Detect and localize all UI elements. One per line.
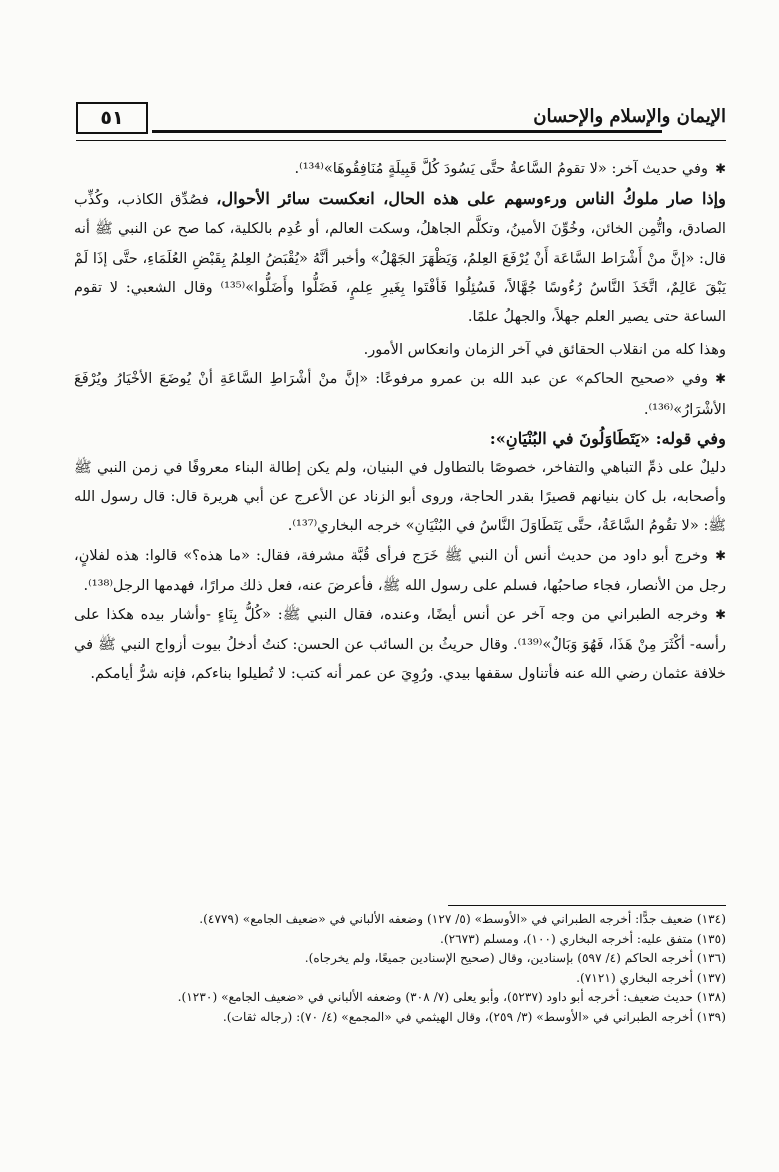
paragraph-1-text: وفي حديث آخر: «لا تقومُ السَّاعةُ حتَّى يَسُودَ كُلَّ قَبِيلَةٍ مُنَافِقُوهَا»⁽¹³⁴⁾. xyxy=(294,160,709,177)
footnote: (١٣٧) أخرجه البخاري (٧١٢١). xyxy=(576,970,726,985)
star-icon: ✱ xyxy=(715,548,726,564)
footnote-rule xyxy=(448,905,726,906)
paragraph-2-text: فصُدِّق الكاذب، وكُذِّب الصادق، واتُّمِن الخائن، وخُوِّنَ الأمينُ، وتكلَّم الجاهلُ، وسكت العالم، أو عُدِم بالكلية، كما صح عن النبي ﷺ أنه قال: «إنَّ منْ أَشْرَاط السَّاعَة أَنْ يُرْفَعَ العِلمُ، وَيَظْهَرَ الجَهْلُ» وأخبر أنَّهُ «يُقْبَضُ العِلمُ بِقَبْضِ العُلَمَاءِ، حتَّى إذَا لَمْ يَبْقَ عَالِمٌ، اتَّخَذَ النَّاسُ رُءُوسًا جُهَّالاً، فَسُئِلُوا فَأفْتَوا بِغَيرِ عِلمٍ، فَضَلُّوا وأَضَلُّوا»⁽¹³⁵⁾ وقال الشعبي: لا تقوم الساعة حتى يصير العلم جهلاً، والجهلُ علمًا. xyxy=(74,191,727,326)
paragraph-8-text: وخرجه الطبراني من وجه آخر عن أنس أيضًا، وعنده، فقال النبي ﷺ: «كُلُّ بِنَاءٍ -وأشار بيده هكذا على رأسه- أكْثَرَ مِنْ هَذَا، فَهُوَ وَبَالٌ»⁽¹³⁹⁾. وقال حريثُ بن السائب عن الحسن: كنتُ أدخلُ بيوت أزواج النبي ﷺ في خلافة عثمان رضي الله عنه فأتناول سقفها بيدي. ورُوِيَ عن عمر أنه كتب: لا تُطيلوا بناءكم، فإنه شرُّ أيامكم. xyxy=(74,606,726,683)
paragraph-7-text: وخرج أبو داود من حديث أنس أن النبي ﷺ خَرَج فرأى قُبَّة مشرفة، فقال: «ما هذه؟» قالوا: هذه لفلانٍ، رجل من الأنصار، فجاء صاحبُها، فسلم على رسول الله ﷺ، فأعرضَ عنه، فعل ذلك مرارًا، فهدمها الرجل⁽¹³⁸⁾. xyxy=(74,546,726,594)
header-rule-thick xyxy=(152,130,662,133)
footnotes xyxy=(74,910,726,1027)
paragraph-1 xyxy=(74,154,726,184)
paragraph-8 xyxy=(74,600,726,689)
star-icon: ✱ xyxy=(715,162,726,177)
footnote: (١٣٩) أخرجه الطبراني في «الأوسط» (٣/ ٢٥٩)، وقال الهيثمي في «المجمع» (٤/ ٧٠): (رجاله ثقات). xyxy=(222,1009,726,1024)
section-heading: وفي قوله: «يَتَطَاوَلُونَ في البُنْيَانِ»: xyxy=(489,428,726,448)
running-title: الإيمان والإسلام والإحسان xyxy=(533,106,726,127)
main-text xyxy=(74,154,726,689)
paragraph-4-text: وفي «صحيح الحاكم» عن عبد الله بن عمرو مرفوعًا: «إنَّ منْ أشْرَاطِ السَّاعَةِ أنْ يُوضَعَ الأخْيَارُ ويُرْفَعَ الأشْرَارُ»⁽¹³⁶⁾. xyxy=(74,370,726,418)
page-number: ٥١ xyxy=(76,102,148,134)
paragraph-6: دليلٌ على ذمِّ التباهي والتفاخر، خصوصًا بالتطاول في البنيان، ولم يكن إطالة البناء معروفًا في زمن النبي ﷺ وأصحابه، بل كان بنيانهم قصيرًا بقدر الحاجة، وروى أبو الزناد عن الأعرج عن أبي هريرة قال: قال رسول الله ﷺ: «لا تقُومُ السَّاعَةُ، حتَّى يَتَطَاوَلَ النَّاسُ في البُنْيَانِ» خرجه البخاري⁽¹³⁷⁾. xyxy=(74,459,726,535)
footnote: (١٣٥) متفق عليه: أخرجه البخاري (١٠٠)، ومسلم (٢٦٧٣). xyxy=(439,931,726,946)
footnote: (١٣٤) ضعيف جدًّا: أخرجه الطبراني في «الأوسط» (٥/ ١٢٧) وضعفه الألباني في «ضعيف الجامع» (٤٧٧٩). xyxy=(199,912,726,926)
paragraph-2-lead: وإذا صار ملوكُ الناس ورءوسهم على هذه الحال، انعكست سائر الأحوال، xyxy=(216,189,726,209)
paragraph-3: وهذا كله من انقلاب الحقائق في آخر الزمان وانعكاس الأمور. xyxy=(363,341,726,359)
star-icon: ✱ xyxy=(715,608,726,624)
star-icon: ✱ xyxy=(715,372,726,388)
footnote: (١٣٦) أخرجه الحاكم (٤/ ٥٩٧) بإسنادين، وقال (صحيح الإسنادين جميعًا، ولم يخرجاه). xyxy=(304,951,726,965)
paragraph-2 xyxy=(74,184,726,331)
header-rule-thin xyxy=(76,140,726,141)
page-header xyxy=(76,100,726,140)
footnote: (١٣٨) حديث ضعيف: أخرجه أبو داود (٥٢٣٧)، وأبو يعلى (٧/ ٣٠٨) وضعفه الألباني في «ضعيف الجامع» (١٢٣٠). xyxy=(177,990,726,1004)
paragraph-7 xyxy=(74,541,726,600)
paragraph-4 xyxy=(74,364,726,423)
